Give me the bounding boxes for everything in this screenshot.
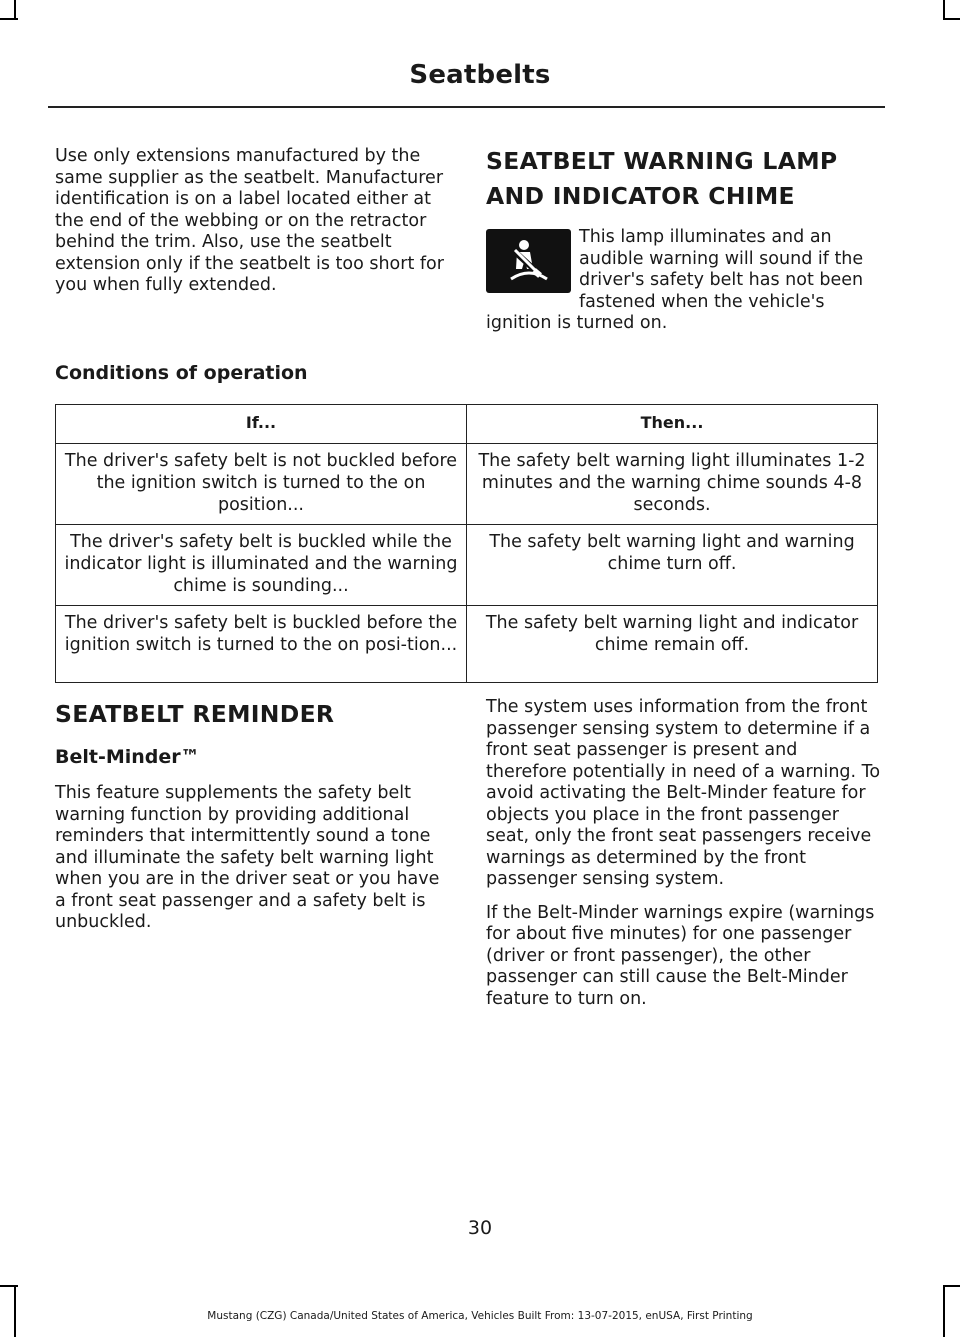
table-row: [56, 606, 878, 683]
table-row: [56, 525, 878, 606]
table-cell-if: The driver's safety belt is buckled before the ignition switch is turned to the on posi-tion...: [56, 606, 467, 683]
intro-column: [55, 146, 450, 309]
table-cell-then: The safety belt warning light illuminates 1-2 minutes and the warning chime sounds 4-8 seconds.: [467, 444, 878, 525]
table-cell-then: The safety belt warning light and indicator chime remain off.: [467, 606, 878, 683]
conditions-heading: Conditions of operation: [55, 362, 308, 384]
crop-mark: [943, 0, 945, 18]
reminder-heading: SEATBELT REMINDER: [55, 700, 335, 728]
section-title: Seatbelts: [409, 60, 551, 90]
reminder-continued: [486, 697, 881, 1022]
reminder-paragraph: The system uses information from the front passenger sensing system to determine if a front seat passenger is present and therefore potentially in need of a warning. To avoid activating the Belt-Minder feature for objects you place in the front passenger seat, only the front seat passengers receive warnings as determined by the front passenger sensing system.: [486, 697, 881, 889]
reminder-subheading: Belt-Minder™: [55, 746, 200, 768]
crop-mark: [943, 18, 960, 20]
table-cell-if: The driver's safety belt is not buckled before the ignition switch is turned to the on position...: [56, 444, 467, 525]
table-cell-then: The safety belt warning light and warning chime turn off.: [467, 525, 878, 606]
warning-lamp-paragraph: This lamp illuminates and an audible warning will sound if the driver's safety belt has not been fastened when the vehicle's ignition is turned on.: [486, 227, 864, 333]
crop-mark: [943, 1285, 960, 1287]
crop-mark: [0, 1285, 18, 1287]
header-divider: [48, 106, 885, 108]
intro-paragraph: Use only extensions manufactured by the same supplier as the seatbelt. Manufacturer identification is on a label located either at the end of the webbing or on the retractor behind the trim. Also, use the seatbelt extension only if the seatbelt is too short for you when fully extended.: [55, 146, 444, 295]
crop-mark: [0, 18, 18, 20]
reminder-section: [55, 697, 450, 946]
page-number: 30: [467, 1217, 493, 1239]
crop-mark: [14, 0, 16, 18]
reminder-paragraph: This feature supplements the safety belt warning function by providing additional reminders that intermittently sound a tone and illuminate the safety belt warning light when you are in the driver seat or you have a front seat passenger and a safety belt is unbuckled.: [55, 783, 440, 932]
reminder-paragraph: If the Belt-Minder warnings expire (warnings for about five minutes) for one passenger (driver or front passenger), the other passenger can still cause the Belt-Minder feature to turn on.: [486, 902, 875, 1009]
warning-lamp-heading: SEATBELT WARNING LAMP AND INDICATOR CHIME: [486, 147, 838, 210]
table-row: [56, 444, 878, 525]
conditions-table: [55, 404, 878, 683]
warning-lamp-section: [486, 144, 881, 347]
seatbelt-warning-icon: [486, 229, 571, 293]
page-footer: Mustang (CZG) Canada/United States of America, Vehicles Built From: 13-07-2015, enUSA, First Printing: [207, 1310, 753, 1322]
table-cell-if: The driver's safety belt is buckled while the indicator light is illuminated and the warning chime is sounding...: [56, 525, 467, 606]
column-header-then: Then...: [467, 405, 878, 444]
column-header-if: If...: [56, 405, 467, 444]
table-header-row: [56, 405, 878, 444]
